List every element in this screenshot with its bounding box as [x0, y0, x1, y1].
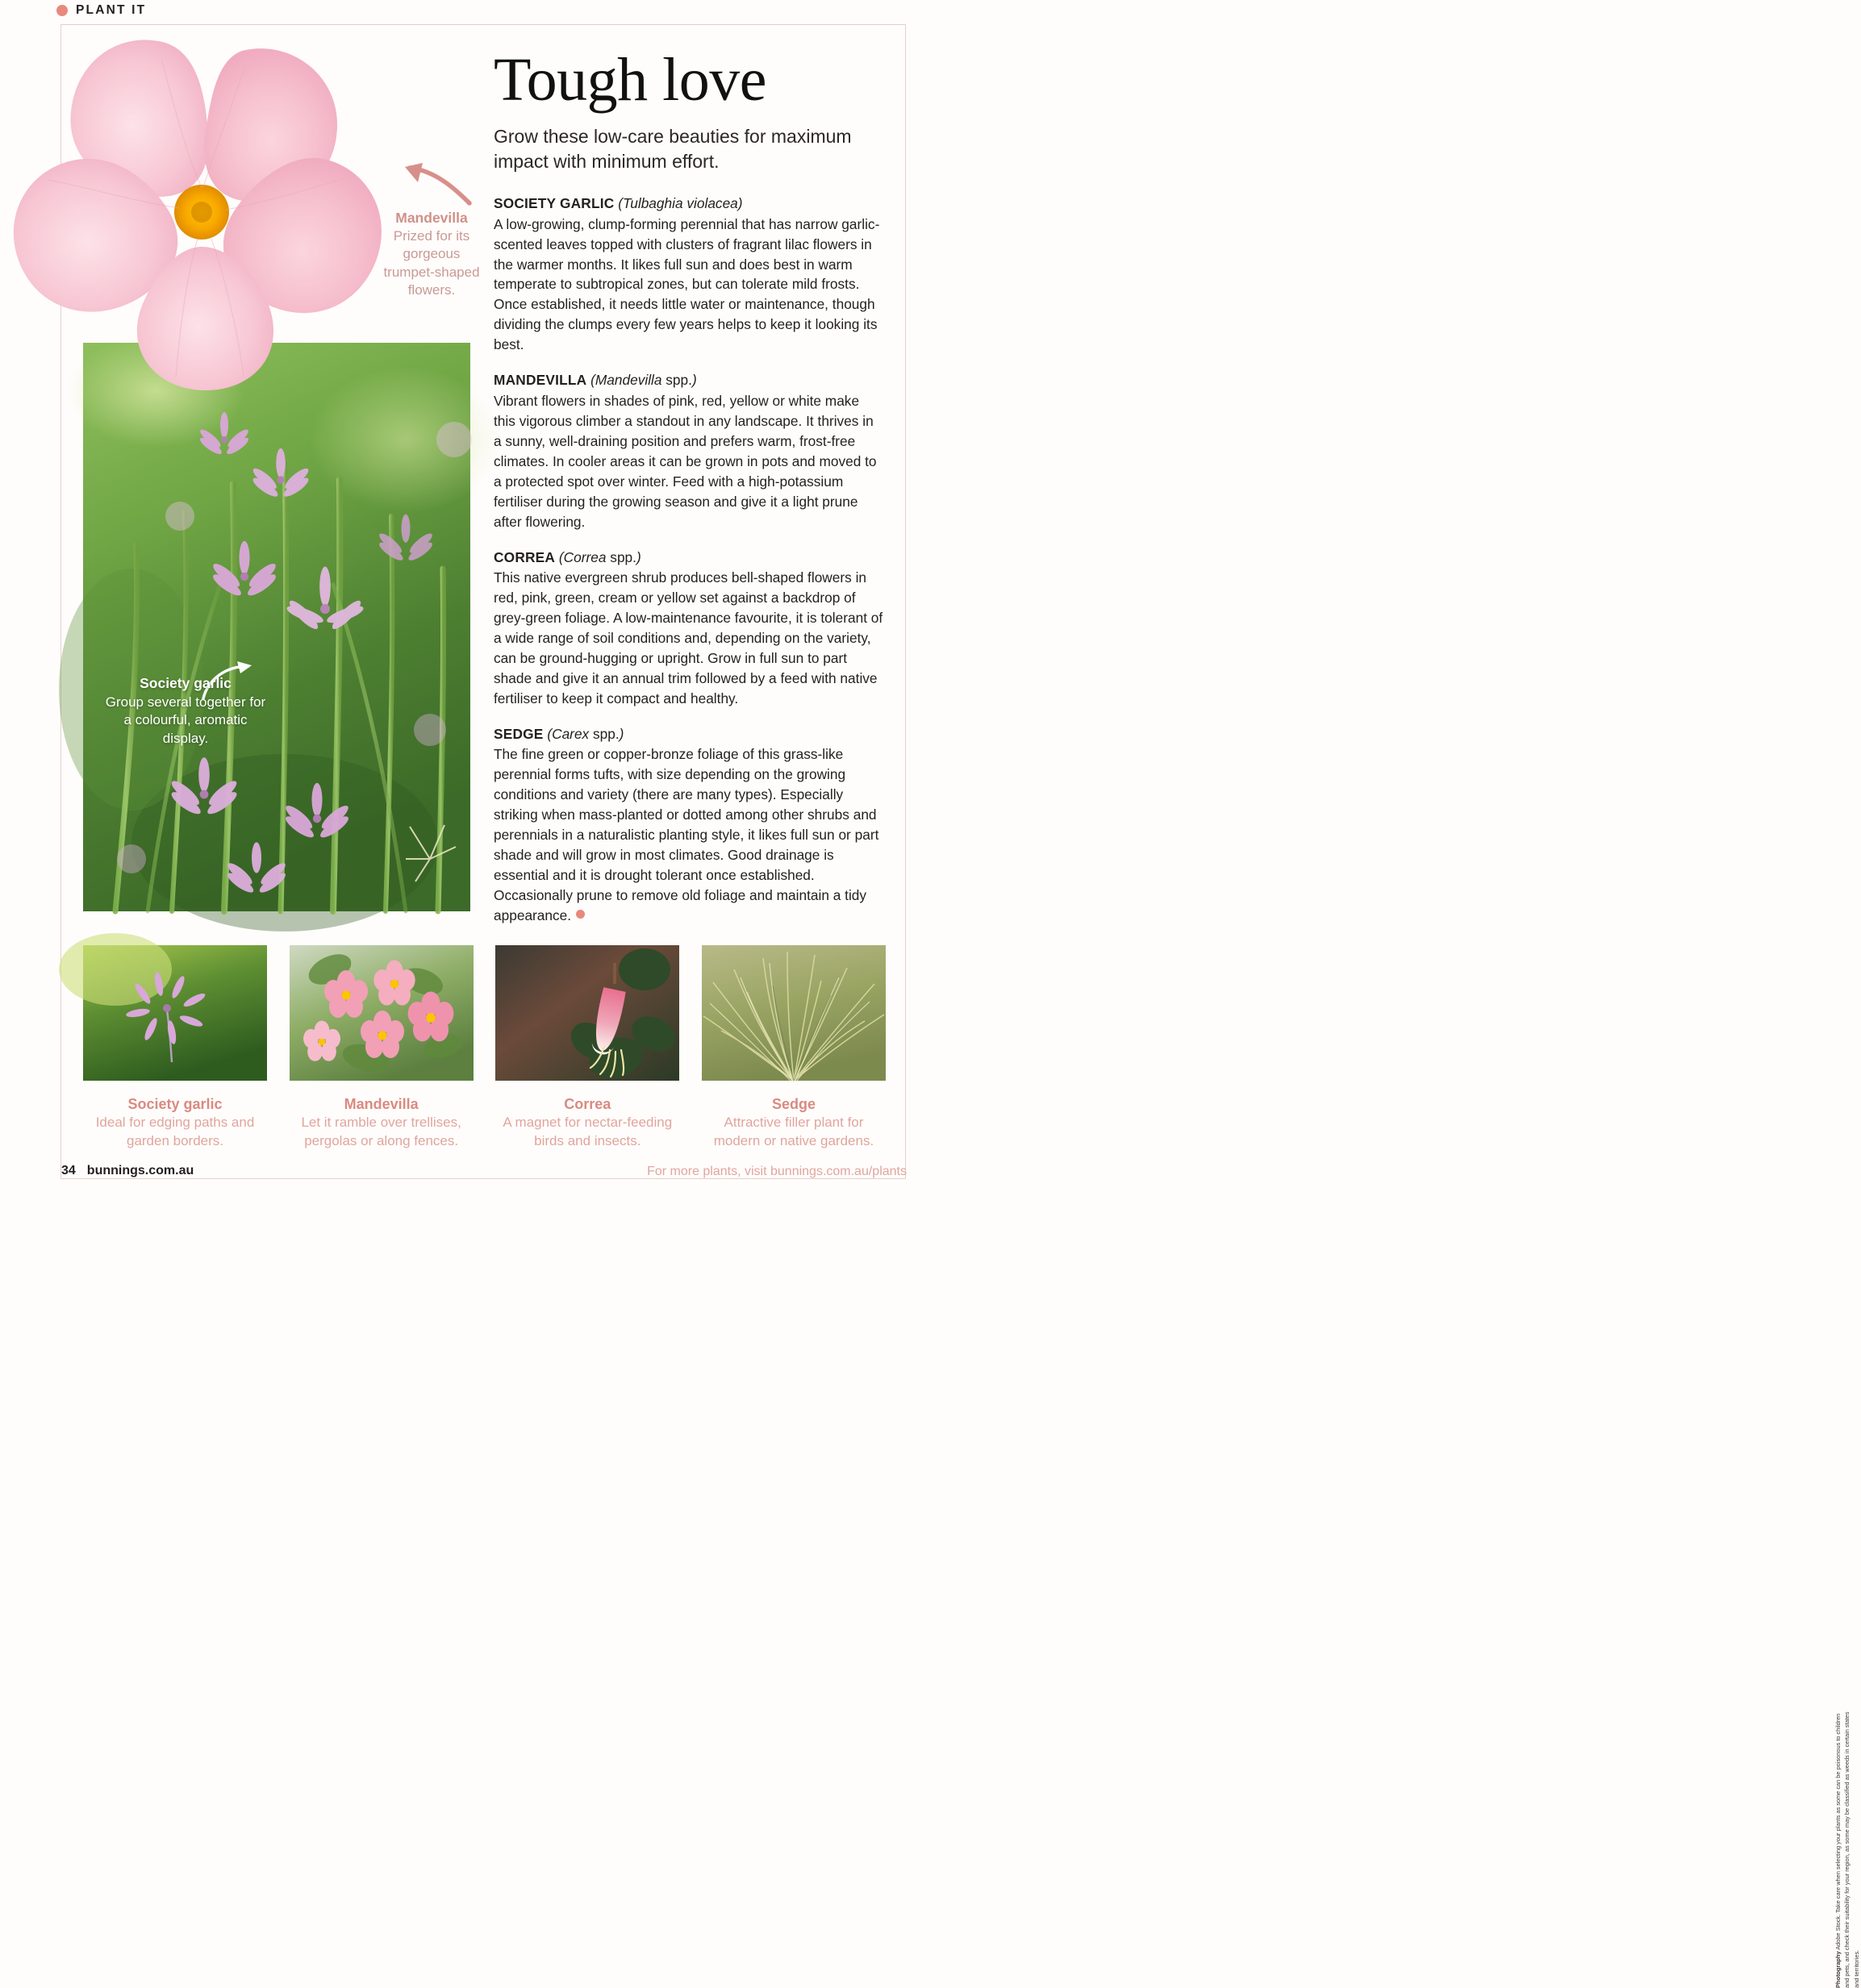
- plant-entry-society-garlic: [494, 194, 884, 355]
- plant-entry-sedge: [494, 725, 884, 926]
- thumbnail-item: [495, 945, 679, 1151]
- plant-latin-name: (Mandevilla spp.): [590, 372, 697, 389]
- plant-common-name: SOCIETY GARLIC: [494, 195, 615, 212]
- plant-latin-name: (Correa spp.): [558, 548, 641, 565]
- thumbnail-title: Sedge: [771, 1096, 816, 1112]
- plant-latin-name: (Tulbaghia violacea): [618, 195, 743, 212]
- page-number: 34: [61, 1164, 76, 1177]
- plant-heading: [494, 725, 884, 744]
- hero-mandevilla-photo: [0, 15, 403, 394]
- thumbnail-item: [83, 945, 267, 1151]
- thumbnail-item: [702, 945, 886, 1151]
- callout-body: Group several together for a colourful, aromatic display.: [105, 694, 266, 746]
- thumbnail-body: Attractive filler plant for modern or native gardens.: [713, 1115, 874, 1148]
- thumbnail-caption: [702, 1095, 886, 1151]
- footer-left: [61, 1164, 194, 1178]
- plant-heading: [494, 194, 884, 213]
- society-garlic-callout: [105, 674, 266, 748]
- thumbnail-body: Let it ramble over trellises, pergolas or along fences.: [301, 1115, 461, 1148]
- plant-description: [494, 744, 884, 926]
- standfirst: Grow these low-care beauties for maximum impact with minimum effort.: [494, 126, 852, 172]
- plant-heading: [494, 371, 884, 390]
- article-column: [494, 46, 884, 942]
- footer-more-plants-link[interactable]: For more plants, visit bunnings.com.au/plants: [647, 1165, 907, 1178]
- society-garlic-photo: [83, 343, 470, 911]
- end-of-article-dot-icon: [576, 910, 585, 919]
- mandevilla-callout: [379, 161, 484, 300]
- thumbnail-caption: [290, 1095, 474, 1151]
- curved-arrow-icon: [386, 161, 474, 206]
- thumbnail-image-society-garlic: [83, 945, 267, 1081]
- plant-latin-name: (Carex spp.): [547, 725, 624, 742]
- plant-common-name: CORREA: [494, 548, 556, 565]
- plant-common-name: SEDGE: [494, 725, 544, 742]
- kicker: [56, 3, 146, 18]
- kicker-label: PLANT IT: [76, 3, 147, 17]
- photo-credit-label: Photography: [1834, 1951, 1842, 1988]
- callout-title: Mandevilla: [395, 210, 468, 226]
- footer-site: bunnings.com.au: [86, 1164, 194, 1177]
- callout-title: Society garlic: [140, 675, 232, 691]
- thumbnail-title: Correa: [564, 1096, 611, 1112]
- thumbnail-caption: [495, 1095, 679, 1151]
- callout-body: Prized for its gorgeous trumpet-shaped flowers.: [383, 227, 480, 298]
- page-title: Tough love: [494, 46, 766, 114]
- thumbnail-title: Mandevilla: [344, 1096, 419, 1112]
- plant-entry-correa: [494, 548, 884, 709]
- plant-description: A low-growing, clump-forming perennial that has narrow garlic-scented leaves topped with clusters of fragrant lilac flowers in the warmer months. It likes full sun and does best in warm temperate to subtropical zones, but can tolerate mild frosts. Once established, it needs little water or maintenance, though dividing the clumps every few years helps to keep it looking its best.: [494, 215, 880, 353]
- bullet-dot-icon: [56, 5, 68, 16]
- thumbnail-title: Society garlic: [127, 1096, 223, 1112]
- thumbnail-item: [290, 945, 474, 1151]
- thumbnail-caption: [83, 1095, 267, 1151]
- thumbnail-body: Ideal for edging paths and garden borders.: [95, 1115, 255, 1148]
- thumbnail-body: A magnet for nectar-feeding birds and insects.: [503, 1115, 673, 1148]
- thumbnail-image-mandevilla: [290, 945, 474, 1081]
- plant-common-name: MANDEVILLA: [494, 372, 587, 389]
- plant-description: This native evergreen shrub produces bell-shaped flowers in red, pink, green, cream or yellow set against a backdrop of grey-green foliage. A low-maintenance favourite, it is tolerant of a wide range of soil conditions and, depending on the variety, can be ground-hugging or upright. Grow in full sun to part shade and give it an annual trim followed by a feed with native fertiliser to keep it compact and healthy.: [494, 569, 883, 706]
- thumbnail-row: [83, 945, 886, 1151]
- plant-entry-mandevilla: [494, 371, 884, 531]
- plant-heading: [494, 548, 884, 567]
- thumbnail-image-sedge: [702, 945, 886, 1081]
- photo-credit: [1834, 1706, 1861, 1988]
- plant-description: Vibrant flowers in shades of pink, red, yellow or white make this vigorous climber a standout in any landscape. It thrives in a sunny, well-draining position and prefers warm, frost-free climates. In cooler areas it can be grown in pots and moved to a protected spot over winter. Feed with a high-potassium fertiliser during the growing season and give it a light prune after flowering.: [494, 392, 877, 530]
- photo-credit-text: Adobe Stock. Take care when selecting your plants as some can be poisonous to children and pets, and check their suitability for your region, as some may be classified as weeds in certain states and territories.: [1834, 1711, 1860, 1988]
- plant-description-text: The fine green or copper-bronze foliage of this grass-like perennial forms tufts, with size depending on the growing conditions and variety (there are many types). Especially striking when mass-planted or dotted among other shrubs and perennials in a naturalistic planting style, it likes full sun or part shade and will grow in most climates. Good drainage is essential and it is drought tolerant once established. Occasionally prune to remove old foliage and maintain a tidy appearance.: [494, 746, 879, 924]
- thumbnail-image-correa: [495, 945, 679, 1081]
